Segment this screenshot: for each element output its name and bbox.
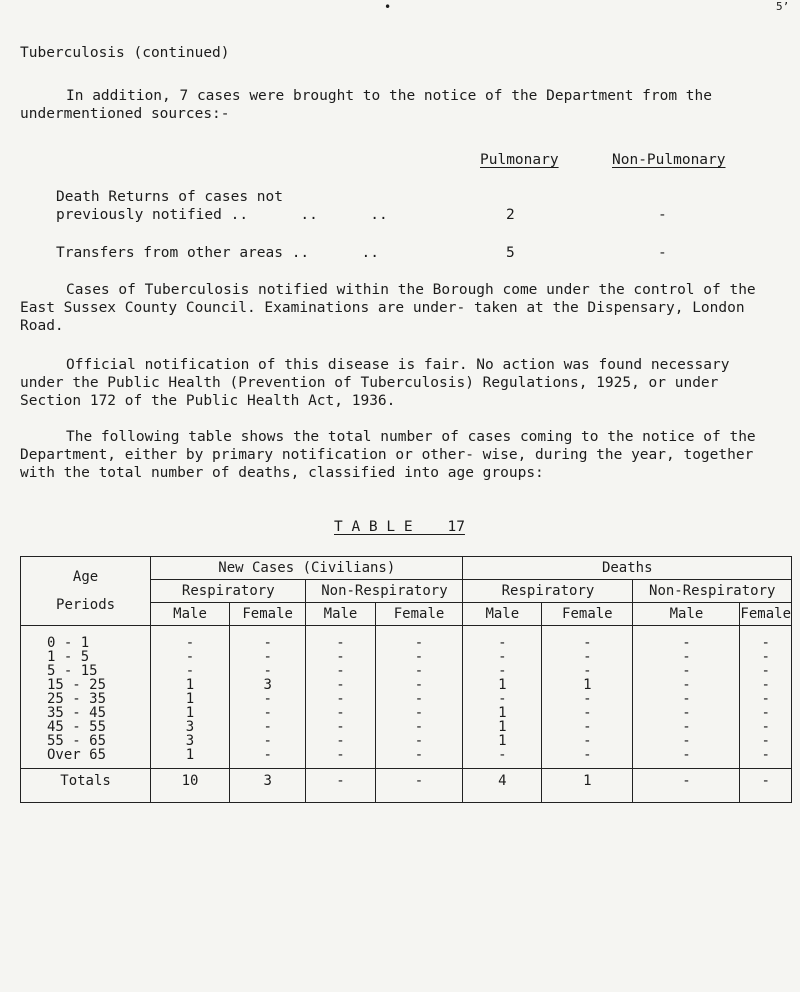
paragraph-borough: Cases of Tuberculosis notified within the Borough come under the control of the East Sussex County Council. Examinations are under- taken at the Dispensary, London Road. xyxy=(20,282,756,335)
totals-row xyxy=(21,769,792,803)
table-cell: - xyxy=(633,626,740,651)
table-cell: - xyxy=(229,626,306,651)
table-cell: - xyxy=(229,692,306,706)
col-header-pulmonary: Pulmonary xyxy=(480,152,559,168)
female-header: Female xyxy=(229,603,306,626)
female-header: Female xyxy=(375,603,463,626)
table-cell: - xyxy=(151,650,230,664)
paragraph-notification: Official notification of this disease is fair. No action was found necessary under the Public Health (Prevention of Tuberculosis) Regulations, 1925, or under Section 172 of the Public Health Act, 1936. xyxy=(20,357,730,410)
table-cell: - xyxy=(633,664,740,678)
table-cell: 3 xyxy=(229,678,306,692)
table-cell: - xyxy=(375,678,463,692)
table-row xyxy=(21,734,792,748)
table-row xyxy=(21,692,792,706)
source-value-pulmonary: 5 xyxy=(506,245,515,261)
table-cell: 3 xyxy=(151,720,230,734)
table-cell: - xyxy=(542,734,633,748)
table-cell: - xyxy=(375,706,463,720)
table-cell: - xyxy=(633,748,740,769)
table-cell: - xyxy=(229,748,306,769)
table-cell: - xyxy=(542,720,633,734)
table-cell: - xyxy=(306,664,375,678)
table-cell: - xyxy=(740,692,792,706)
table-cell: - xyxy=(542,748,633,769)
table-cell: 1 xyxy=(151,706,230,720)
age-period-cell: Over 65 xyxy=(21,748,151,769)
totals-cell: 1 xyxy=(542,769,633,803)
totals-cell: 10 xyxy=(151,769,230,803)
table-cell: - xyxy=(229,664,306,678)
table-cell: - xyxy=(229,650,306,664)
table-cell: - xyxy=(542,664,633,678)
periods-header: Periods xyxy=(56,597,116,613)
new-cases-header: New Cases (Civilians) xyxy=(151,557,463,580)
table-cell: - xyxy=(542,626,633,651)
col-header-non-pulmonary: Non-Pulmonary xyxy=(612,152,726,168)
table-cell: - xyxy=(463,626,542,651)
male-header: Male xyxy=(463,603,542,626)
table-cell: - xyxy=(463,692,542,706)
intro-paragraph: In addition, 7 cases were brought to the notice of the Department from the undermentioned sources:- xyxy=(20,88,713,123)
source-label-death-2: previously notified .. .. .. xyxy=(56,207,388,223)
table-cell: - xyxy=(463,664,542,678)
deaths-non-respiratory-header: Non-Respiratory xyxy=(633,580,792,603)
table-cell: - xyxy=(306,706,375,720)
table-cell: - xyxy=(740,734,792,748)
female-header: Female xyxy=(542,603,633,626)
table-cell: 1 xyxy=(151,748,230,769)
source-label-transfers: Transfers from other areas .. .. xyxy=(56,245,380,261)
table-cell: - xyxy=(229,706,306,720)
male-header: Male xyxy=(306,603,375,626)
table-cell: - xyxy=(306,650,375,664)
paragraph-table-intro: The following table shows the total number of cases coming to the notice of the Department, either by primary notification or other- wise, during the year, together with the total number of deaths, classified into age groups: xyxy=(20,429,756,482)
table-cell: - xyxy=(740,706,792,720)
page-number: 5’ xyxy=(776,0,790,13)
table-cell: - xyxy=(375,664,463,678)
age-header: Age xyxy=(72,569,99,585)
table-cell: - xyxy=(151,664,230,678)
source-value-non-pulmonary: - xyxy=(658,245,667,261)
age-period-cell: 5 - 15 xyxy=(21,664,151,678)
table-caption: T A B L E 17 xyxy=(334,519,465,535)
table-cell: - xyxy=(306,748,375,769)
age-periods-header xyxy=(21,557,151,626)
totals-cell: - xyxy=(375,769,463,803)
age-period-cell: 45 - 55 xyxy=(21,720,151,734)
table-cell: - xyxy=(375,650,463,664)
table-cell: - xyxy=(633,650,740,664)
table-cell: - xyxy=(229,720,306,734)
table-17 xyxy=(20,556,792,803)
table-cell: - xyxy=(306,734,375,748)
table-cell: 1 xyxy=(463,734,542,748)
totals-cell: - xyxy=(306,769,375,803)
totals-cell: 4 xyxy=(463,769,542,803)
table-cell: - xyxy=(633,706,740,720)
table-cell: 1 xyxy=(463,706,542,720)
table-cell: - xyxy=(633,720,740,734)
table-cell: - xyxy=(463,650,542,664)
age-period-cell: 0 - 1 xyxy=(21,626,151,651)
totals-cell: - xyxy=(633,769,740,803)
table-cell: - xyxy=(375,734,463,748)
male-header: Male xyxy=(633,603,740,626)
table-row xyxy=(21,706,792,720)
table-cell: - xyxy=(306,720,375,734)
table-cell: 1 xyxy=(151,692,230,706)
table-cell: - xyxy=(740,720,792,734)
table-cell: - xyxy=(542,650,633,664)
table-cell: - xyxy=(306,626,375,651)
table-cell: - xyxy=(375,692,463,706)
table-cell: - xyxy=(306,678,375,692)
table-cell: - xyxy=(375,748,463,769)
source-value-pulmonary: 2 xyxy=(506,207,515,223)
female-header: Female xyxy=(740,603,792,626)
table-cell: - xyxy=(740,664,792,678)
table-cell: 1 xyxy=(463,720,542,734)
cases-respiratory-header: Respiratory xyxy=(151,580,306,603)
age-period-cell: 15 - 25 xyxy=(21,678,151,692)
table-cell: - xyxy=(633,692,740,706)
deaths-respiratory-header: Respiratory xyxy=(463,580,633,603)
table-cell: - xyxy=(633,734,740,748)
table-row xyxy=(21,664,792,678)
source-value-non-pulmonary: - xyxy=(658,207,667,223)
table-row xyxy=(21,720,792,734)
table-cell: - xyxy=(306,692,375,706)
table-cell: - xyxy=(375,720,463,734)
page-title: Tuberculosis (continued) xyxy=(20,45,230,61)
age-period-cell: 55 - 65 xyxy=(21,734,151,748)
table-cell: - xyxy=(542,706,633,720)
totals-cell: - xyxy=(740,769,792,803)
age-period-cell: 35 - 45 xyxy=(21,706,151,720)
table-cell: - xyxy=(375,626,463,651)
table-cell: 1 xyxy=(151,678,230,692)
table-cell: - xyxy=(740,650,792,664)
age-period-cell: 1 - 5 xyxy=(21,650,151,664)
table-cell: 1 xyxy=(542,678,633,692)
totals-label: Totals xyxy=(21,769,151,803)
table-cell: - xyxy=(463,748,542,769)
table-row xyxy=(21,678,792,692)
cases-non-respiratory-header: Non-Respiratory xyxy=(306,580,463,603)
age-period-cell: 25 - 35 xyxy=(21,692,151,706)
table-cell: - xyxy=(740,626,792,651)
table-row xyxy=(21,748,792,769)
table-cell: - xyxy=(740,748,792,769)
table-row xyxy=(21,626,792,651)
table-cell: - xyxy=(633,678,740,692)
table-cell: - xyxy=(229,734,306,748)
table-cell: - xyxy=(151,626,230,651)
table-cell: 1 xyxy=(463,678,542,692)
deaths-header: Deaths xyxy=(463,557,792,580)
page-mark-top: • xyxy=(384,0,392,14)
male-header: Male xyxy=(151,603,230,626)
table-cell: 3 xyxy=(151,734,230,748)
source-label-death-1: Death Returns of cases not xyxy=(56,189,283,205)
totals-cell: 3 xyxy=(229,769,306,803)
table-row xyxy=(21,650,792,664)
table-cell: - xyxy=(740,678,792,692)
table-cell: - xyxy=(542,692,633,706)
